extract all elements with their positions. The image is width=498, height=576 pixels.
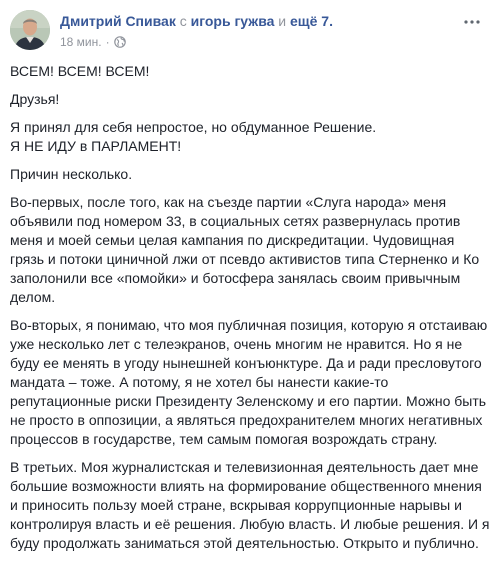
post-paragraph: Я НЕ ИДУ в ПАРЛАМЕНТ! [10, 138, 182, 154]
avatar[interactable] [10, 10, 50, 50]
author-line [60, 12, 333, 30]
post-options-button[interactable] [460, 14, 484, 30]
post-paragraph: Причин несколько. [10, 166, 133, 182]
post-paragraph: Во-первых, после того, как на съезде партии «Слуга народа» меня объявили под номером 33, в социальных сетях развернулась против меня и моей семьи целая кампания по дискредитации. Чудовищная грязь и потоки циничной лжи от псевдо активистов типа Стерненко и Ко заполонили все «помойки» и ботосфера занялась своим привычным делом. [10, 194, 480, 305]
with-text: с [175, 13, 191, 29]
post-paragraph: Во-вторых, я понимаю, что моя публичная позиция, которую я отстаиваю уже несколько лет с телеэкранов, очень многим не нравится. Но я не буду ее менять в угоду нынешней конъюнктуре. Да и ради пресловутого мандата – тоже. А потому, я не хотел бы нанести какие-то репутационные риски Президенту Зеленскому и его партии. Можно быть не просто в оппозиции, а являться предохранителем многих негативных процессов в государстве, тем самым помогая возрождать страну. [10, 317, 488, 447]
author-name-link[interactable]: Дмитрий Спивак [60, 13, 176, 29]
post-paragraph: Друзья! [10, 91, 60, 107]
and-text: и [274, 13, 291, 29]
ellipsis-icon [464, 20, 480, 24]
globe-icon[interactable] [114, 36, 126, 48]
post-paragraph: ВСЕМ! ВСЕМ! ВСЕМ! [10, 63, 150, 79]
post-text [10, 62, 490, 562]
avatar-photo [10, 10, 50, 50]
post-meta [60, 34, 126, 50]
tagged-person-link[interactable]: игорь гужва [190, 13, 275, 29]
post-header [10, 10, 488, 54]
meta-separator: · [105, 35, 110, 49]
post-paragraph: В третьих. Моя журналистская и телевизионная деятельность дает мне большие возможности влиять на формирование общественного мнения и приносить пользу моей стране, вскрывая коррупционные нарывы и контролируя власть и её решения. Любую власть. И любые решения. И я буду продолжать заниматься этой деятельностью. Открыто и публично. [10, 459, 490, 551]
tagged-others-link[interactable]: ещё 7. [290, 13, 333, 29]
timestamp-link[interactable]: 18 мин. [60, 35, 102, 49]
post-paragraph: Я принял для себя непростое, но обдуманное Решение. [10, 119, 377, 135]
